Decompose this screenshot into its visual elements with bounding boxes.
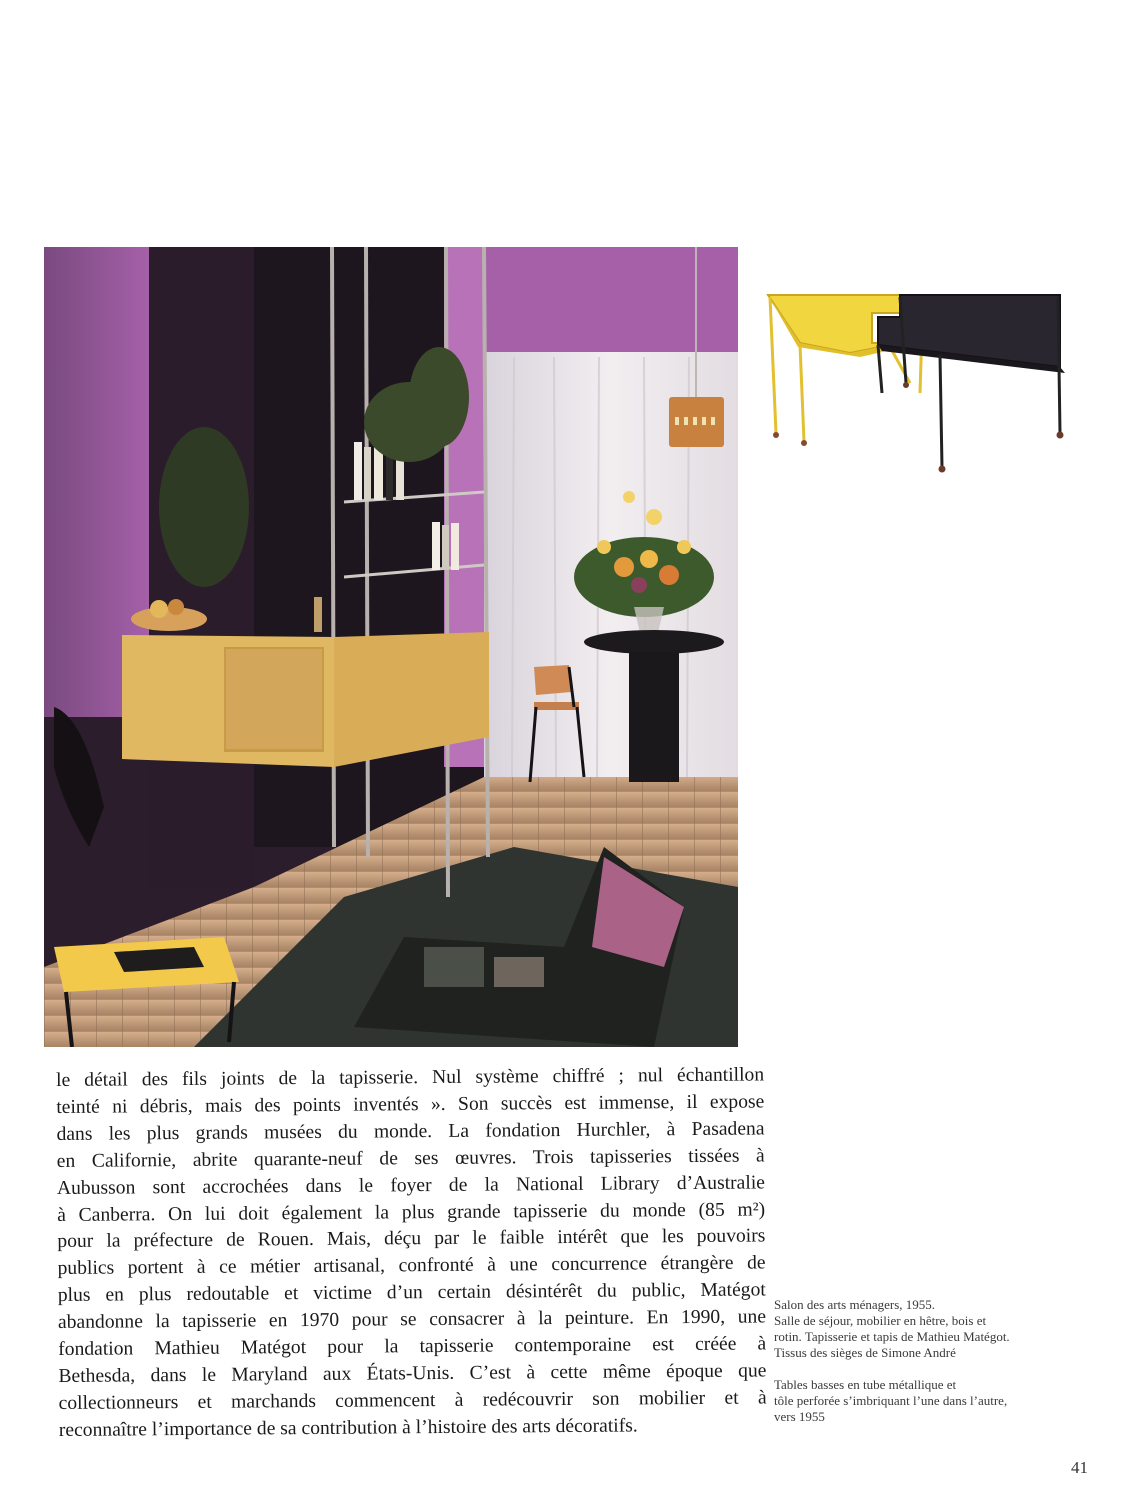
captions — [774, 1297, 1094, 1441]
tables-photo — [760, 283, 1090, 483]
body-line: plus en plus redoutable et victime d’un certain désintérêt du public, Matégot — [57, 1279, 766, 1307]
body-line: teinté ni débris, mais des points inventés ». Son succès est immense, il expose — [56, 1091, 765, 1118]
caption-line: tôle perforée s’imbriquant l’une dans l’autre, — [774, 1393, 1008, 1408]
body-line: publics portent à ce métier artisanal, confronté à une concurrence étrangère de — [57, 1252, 766, 1280]
body-line: le détail des fils joints de la tapisserie. Nul système chiffré ; nul échantillon — [56, 1064, 765, 1091]
body-line: abandonne la tapisserie en 1970 pour se consacrer à la peinture. En 1990, une — [57, 1306, 767, 1334]
caption-line: Salle de séjour, mobilier en hêtre, bois et — [774, 1313, 987, 1328]
body-line: collectionneurs et marchands commencent à redécouvrir son mobilier et à — [58, 1387, 767, 1414]
caption-line: rotin. Tapisserie et tapis de Mathieu Matégot. — [774, 1329, 1010, 1344]
body-line: pour la préfecture de Rouen. Mais, déçu par le faible intérêt que les pouvoirs — [57, 1225, 766, 1253]
body-line: fondation Mathieu Matégot pour la tapisserie contemporaine est créée à — [58, 1333, 767, 1361]
interior-photo — [44, 247, 738, 1047]
caption-line: vers 1955 — [774, 1409, 825, 1424]
caption-line: Tissus des sièges de Simone André — [774, 1345, 956, 1360]
body-line: reconnaître l’importance de sa contribution à l’histoire des arts décoratifs. — [58, 1415, 638, 1441]
body-line: à Canberra. On lui doit également la plus grande tapisserie du monde (85 m²) — [57, 1198, 766, 1226]
body-text — [56, 1062, 767, 1444]
body-line: Aubusson sont accrochées dans le foyer de la National Library d’Australie — [56, 1172, 766, 1199]
interior-caption — [774, 1297, 1094, 1361]
page-number: 41 — [1071, 1458, 1088, 1477]
body-line: Bethesda, dans le Maryland aux États-Unis. C’est à cette même époque que — [58, 1360, 767, 1387]
body-line: en Californie, abrite quarante-neuf de ses œuvres. Trois tapisseries tissées à — [56, 1145, 765, 1172]
body-line: dans les plus grands musées du monde. La fondation Hurchler, à Pasadena — [56, 1118, 765, 1145]
tables-caption — [774, 1377, 1094, 1425]
caption-line: Salon des arts ménagers, 1955. — [774, 1297, 936, 1312]
caption-line: Tables basses en tube métallique et — [774, 1377, 957, 1392]
